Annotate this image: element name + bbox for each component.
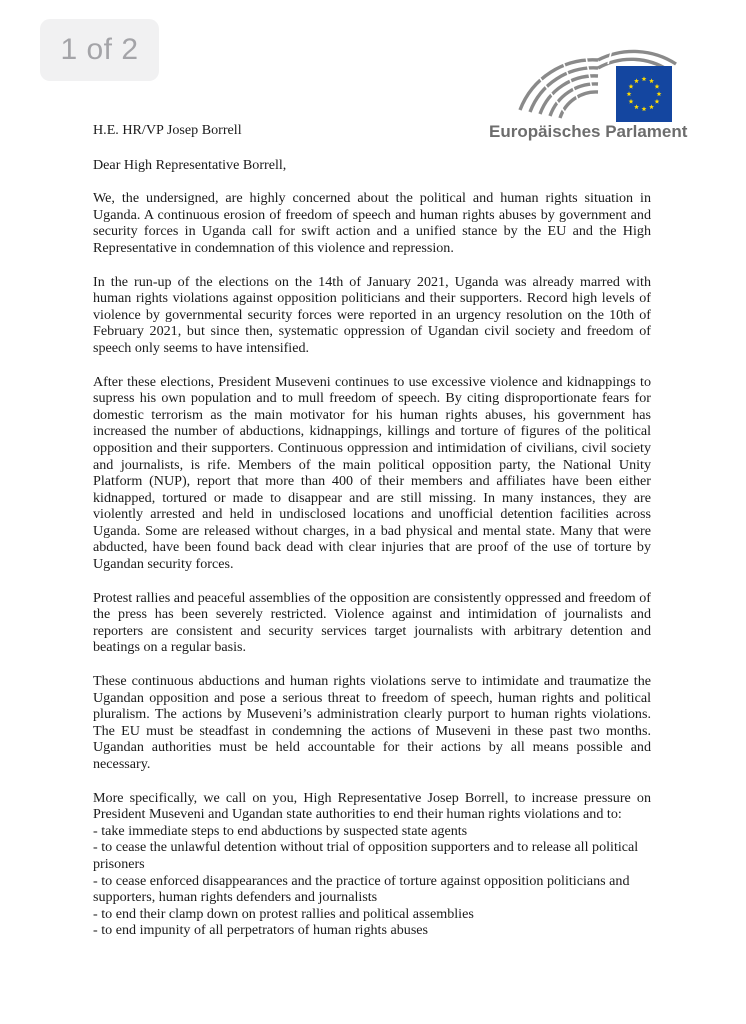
organization-name: Europäisches Parlament [489,122,688,141]
list-item: - to cease the unlawful detention without trial of opposition supporters and to release all political prisoners [93,839,639,872]
salutation: Dear High Representative Borrell, [93,156,287,173]
paragraph-condemnation: These continuous abductions and human rights violations serve to intimidate and traumatize the Ugandan opposition and pose a serious threat to freedom of speech, human rights and political pluralism. The actions by Museveni’s administration clearly purport to human rights violations. The EU must be steadfast in condemning the actions of Museveni in these past two months. Ugandan authorities must be held accountable for their actions by all means possible and necessary. [93,673,651,772]
list-item: - to end impunity of all perpetrators of human rights abuses [93,922,429,939]
list-item: - take immediate steps to end abductions by suspected state agents [93,822,468,839]
paragraph-abuses: After these elections, President Museveni continues to use excessive violence and kidnappings to supress his own population and to mull freedom of speech. By citing disproportionate fears for domestic terrorism as the main motivator for his human rights abuses, his government has increased the number of abductions, kidnappings, killings and torture of figures of the political opposition and their supporters. Continuous oppression and intimidation of civilians, civil society and journalists, is rife. Members of the main political opposition party, the National Unity Platform (NUP), report that more than 400 of their members and affiliates have been either kidnapped, tortured or made to disappear and are still missing. In many instances, they are violently arrested and held in undisclosed locations and unofficial detention facilities across Uganda. Some are released without charges, in a bad physical and mental state. Many that were abducted, have been found back dead with clear injuries that are proof of the use of torture by Ugandan security forces. [93,373,651,573]
list-item: - to end their clamp down on protest rallies and political assemblies [93,905,474,922]
paragraph-concern: We, the undersigned, are highly concerned about the political and human rights situation in Uganda. A continuous erosion of freedom of speech and human rights abuses by government and security forces in Uganda call for swift action and a unified stance by the EU and the High Representative in condemnation of this violence and repression. [93,190,651,256]
call-intro: More specifically, we call on you, High Representative Josep Borrell, to increase pressure on President Museveni and Ugandan state authorities to end their human rights violations and to: [93,789,651,823]
paragraph-elections: In the run-up of the elections on the 14th of January 2021, Uganda was already marred with human rights violations against opposition politicians and their supporters. Record high levels of violence by governmental security forces were reported in an urgency resolution on the 10th of February 2021, but since then, systematic oppression of Ugandan civil society and freedom of speech only seems to have intensified. [93,273,651,356]
paragraph-press: Protest rallies and peaceful assemblies of the opposition are consistently oppressed and freedom of the press has been severely restricted. Violence against and intimidation of journalists and reporters are consistent and security services target journalists with arbitrary detention and beatings on a regular basis. [93,589,651,656]
page-indicator: 1 of 2 [40,19,159,81]
addressee: H.E. HR/VP Josep Borrell [93,122,242,138]
list-item: - to cease enforced disappearances and the practice of torture against opposition politicians and supporters, human rights defenders and journalists [93,872,630,906]
eu-flag-icon [616,66,672,122]
letter-body [93,122,651,939]
demands-list [93,823,651,939]
